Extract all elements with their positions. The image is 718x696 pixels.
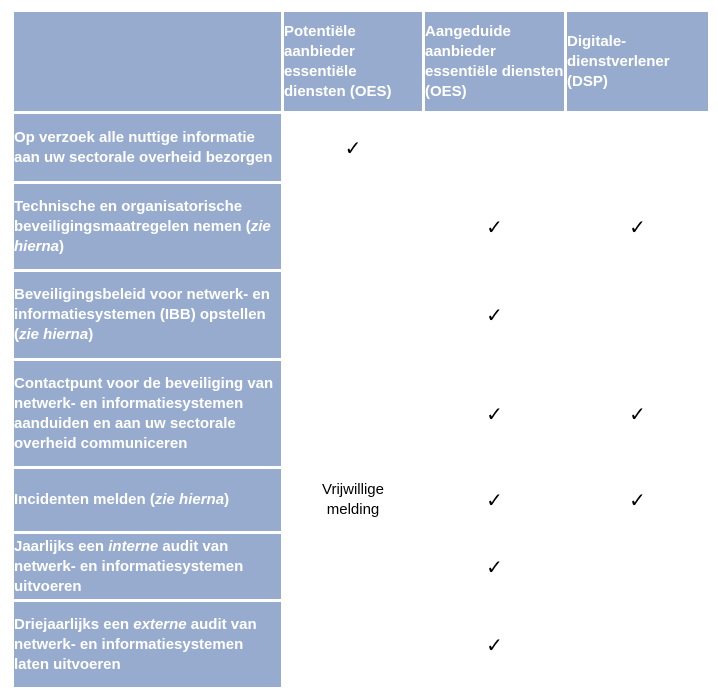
header-corner-cell — [13, 11, 283, 113]
column-header-dsp: Digitale-dienstverlener (DSP) — [566, 11, 710, 113]
table-row — [13, 113, 710, 183]
table-cell — [566, 533, 710, 601]
table-cell — [424, 533, 566, 601]
table-cell — [424, 468, 566, 533]
table-cell — [424, 601, 566, 689]
row-label: Jaarlijks een interne audit van netwerk- en informatiesystemen uitvoeren — [13, 533, 283, 601]
checkmark-icon: ✓ — [486, 401, 503, 426]
table-cell — [566, 183, 710, 271]
header-row — [13, 11, 710, 113]
row-label: Op verzoek alle nuttige informatie aan uw sectorale overheid bezorgen — [13, 113, 283, 183]
table-cell — [283, 468, 424, 533]
table-row — [13, 360, 710, 468]
table-row — [13, 271, 710, 360]
checkmark-icon: ✓ — [629, 488, 646, 512]
table-cell — [424, 113, 566, 183]
table-cell — [283, 360, 424, 468]
voluntary-report-note: Vrijwillige melding — [322, 481, 384, 518]
checkmark-icon: ✓ — [486, 632, 503, 657]
checkmark-icon: ✓ — [486, 554, 503, 579]
table-cell — [283, 271, 424, 360]
checkmark-icon: ✓ — [629, 401, 646, 426]
checkmark-icon: ✓ — [486, 488, 503, 512]
table-cell — [566, 113, 710, 183]
table-cell — [283, 183, 424, 271]
table-cell — [424, 271, 566, 360]
row-label: Driejaarlijks een externe audit van netwerk- en informatiesystemen laten uitvoeren — [13, 601, 283, 689]
obligations-table — [11, 9, 711, 690]
checkmark-icon: ✓ — [629, 214, 646, 239]
checkmark-icon: ✓ — [486, 214, 503, 239]
checkmark-icon: ✓ — [486, 303, 503, 327]
table-cell — [283, 533, 424, 601]
table-cell — [424, 360, 566, 468]
column-header-designated-oes: Aangeduide aanbieder essentiële diensten (OES) — [424, 11, 566, 113]
table-row — [13, 601, 710, 689]
table-cell — [566, 360, 710, 468]
table-cell — [566, 601, 710, 689]
table-cell — [283, 113, 424, 183]
row-label: Technische en organisatorische beveiligingsmaatregelen nemen (zie hierna) — [13, 183, 283, 271]
table-row — [13, 533, 710, 601]
table-cell — [566, 468, 710, 533]
table-row — [13, 468, 710, 533]
row-label: Incidenten melden (zie hierna) — [13, 468, 283, 533]
table-row — [13, 183, 710, 271]
checkmark-icon: ✓ — [344, 135, 362, 160]
column-header-potential-oes: Potentiële aanbieder essentiële diensten (OES) — [283, 11, 424, 113]
table-cell — [566, 271, 710, 360]
row-label: Beveiligingsbeleid voor netwerk- en informatiesystemen (IBB) opstellen (zie hierna) — [13, 271, 283, 360]
row-label: Contactpunt voor de beveiliging van netwerk- en informatiesystemen aanduiden en aan uw sectorale overheid communiceren — [13, 360, 283, 468]
table-cell — [424, 183, 566, 271]
table-cell — [283, 601, 424, 689]
